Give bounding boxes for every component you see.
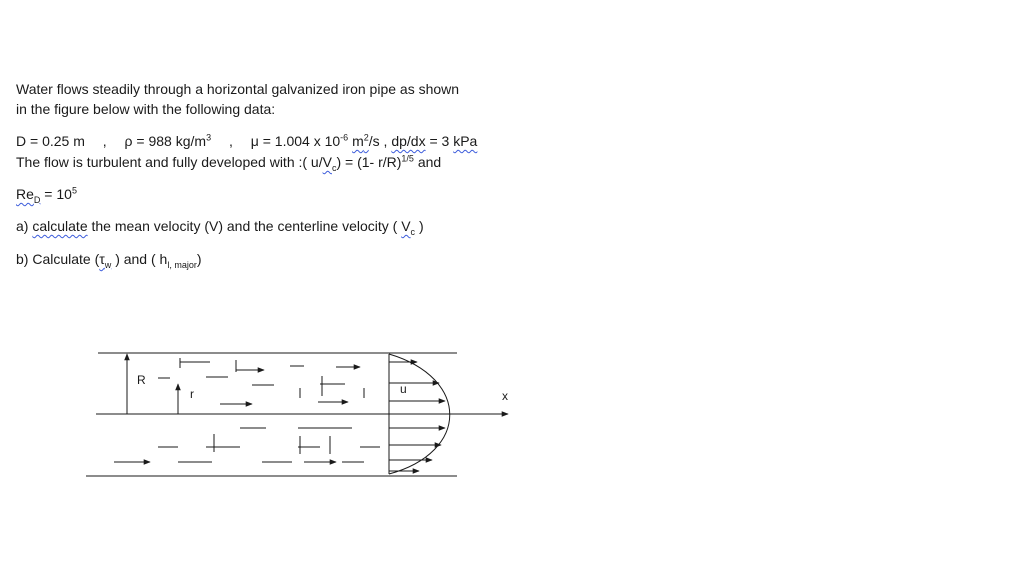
kpa-unit: kPa [453,133,478,149]
flow-description-line: The flow is turbulent and fully developed with :( $u/V_c) = (1-$ r/R)$^{1/5}$ and [16,153,442,173]
label-R: R [137,373,146,387]
turbulent-eddy-marks [114,358,380,462]
diameter-value: D = 0.25 m [16,133,85,149]
reynolds-number-line: $Re_D = 10^5$ [16,185,77,205]
part-a-question: a) calculate the mean velocity (V) and the centerline velocity ( $V_c$ ) [16,218,424,237]
part-b-question: b) Calculate ($\tau_w$ ) and ( $h_{l, major}$) [16,251,202,270]
density-value: ρ = 988 kg/m [124,133,207,149]
intro-line-2: in the figure below with the following data: [16,101,276,117]
label-x: x [502,389,508,403]
pressure-gradient-value: = 3 [429,133,450,149]
viscosity-value: = 1.004 x 10 [262,133,341,149]
viscosity-unit: $m^2$ [352,132,369,149]
wall-shear-symbol: $\tau_w$ [99,251,112,270]
given-data-line: D = 0.25 m , ρ = 988 $kg/m^3$ , μ = 1.004 x $10^{-6}$ $m^2/s$ , dp/dx = 3 kPa [16,132,478,149]
intro-line-1: Water flows steadily through a horizontal galvanized iron pipe as shown [16,81,460,97]
label-u: u [400,382,407,396]
reynolds-symbol: $Re_D$ [16,186,41,205]
viscosity-symbol: μ [250,133,259,149]
pressure-gradient-label: dp/dx [391,133,426,149]
velocity-profile-arrows [389,362,445,471]
centerline-velocity-symbol: $V_c$ [322,154,337,173]
label-r: r [190,387,194,401]
